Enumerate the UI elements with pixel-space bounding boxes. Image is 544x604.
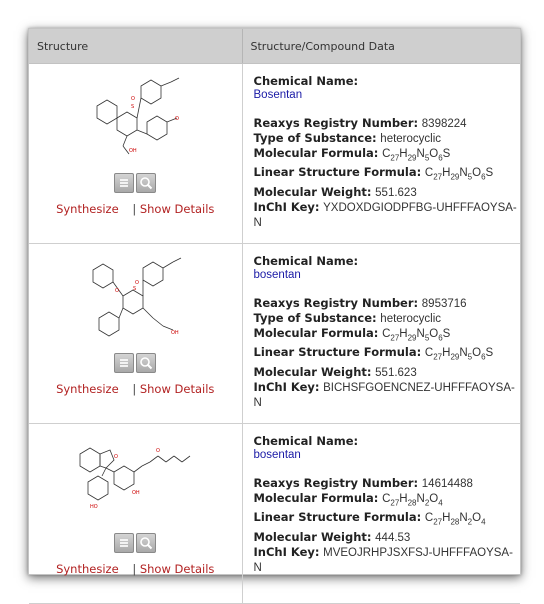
substance-type-line: Type of Substance: heterocyclic <box>253 311 442 325</box>
synthesize-link[interactable]: Synthesize <box>56 562 119 576</box>
molecular-formula-line: Molecular Formula: $C_{27}H_{29}N_5O_6S$ <box>253 146 451 163</box>
linear-formula-line: Linear Structure Formula: $C_{27}H_{29}N_5O_6S$ <box>253 345 494 362</box>
magnify-icon[interactable] <box>136 353 156 373</box>
list-view-icon[interactable] <box>114 173 134 193</box>
linear-formula: $C_{27}H_{28}N_2O_4$ <box>424 512 486 527</box>
results-panel <box>28 28 521 575</box>
table-row <box>29 244 520 424</box>
link-separator: | <box>132 562 137 576</box>
linear-formula: $C_{27}H_{29}N_5O_6S$ <box>424 347 494 362</box>
molecular-formula-line: Molecular Formula: $C_{27}H_{28}N_2O_4$ <box>253 491 443 508</box>
link-separator: | <box>132 382 137 396</box>
substance-type: heterocyclic <box>380 133 442 145</box>
registry-number: 8398224 <box>421 118 467 130</box>
svg-text:O: O <box>156 448 161 454</box>
structure-drawing[interactable] <box>70 436 200 528</box>
chemical-name-link[interactable]: Bosentan <box>253 89 303 101</box>
svg-text:OH: OH <box>132 490 140 496</box>
inchi-key-line: InChI Key: BICHSFGOENCNEZ-UHFFFAOYSA-N <box>253 379 515 409</box>
structure-links <box>29 562 242 576</box>
structure-links <box>29 382 242 396</box>
molecular-weight: 444.53 <box>375 531 411 544</box>
svg-text:O: O <box>175 116 180 122</box>
structure-drawing[interactable] <box>79 256 191 348</box>
substance-type: heterocyclic <box>380 313 442 325</box>
svg-text:S: S <box>131 104 135 110</box>
molecular-formula: $C_{27}H_{28}N_2O_4$ <box>382 493 443 508</box>
inchi-key: MVEOJRHPJSXFSJ-UHFFFAOYSA-N <box>253 546 513 574</box>
table-row <box>29 424 520 604</box>
chemical-name-label: Chemical Name: <box>253 74 359 88</box>
svg-text:O: O <box>135 280 140 286</box>
svg-text:HO: HO <box>90 504 98 510</box>
compound-data-cell <box>242 424 520 604</box>
inchi-key-line: InChI Key: YXDOXDGIODPFBG-UHFFFAOYSA-N <box>253 199 517 229</box>
magnify-icon[interactable] <box>136 533 156 553</box>
registry-number-line: Reaxys Registry Number: 8398224 <box>253 116 467 130</box>
svg-text:O: O <box>114 454 119 460</box>
list-view-icon[interactable] <box>114 533 134 553</box>
molecular-weight-line: Molecular Weight: 444.53 <box>253 529 411 544</box>
svg-text:OH: OH <box>129 148 137 154</box>
show-details-link[interactable]: Show Details <box>139 202 215 216</box>
inchi-key: BICHSFGOENCNEZ-UHFFFAOYSA-N <box>253 381 515 409</box>
chemical-name-label: Chemical Name: <box>253 434 359 448</box>
synthesize-link[interactable]: Synthesize <box>56 382 119 396</box>
structure-toolbar <box>29 172 242 192</box>
column-header-compound-data[interactable]: Structure/Compound Data <box>242 29 520 64</box>
show-details-link[interactable]: Show Details <box>139 382 215 396</box>
link-separator: | <box>132 202 137 216</box>
compound-data-cell <box>242 244 520 424</box>
chemical-name-label: Chemical Name: <box>253 254 359 268</box>
synthesize-link[interactable]: Synthesize <box>56 202 119 216</box>
molecular-weight: 551.623 <box>375 186 417 199</box>
compound-data-cell <box>242 64 520 244</box>
molecular-weight-line: Molecular Weight: 551.623 <box>253 364 417 379</box>
chemical-name-link[interactable]: bosentan <box>253 269 301 281</box>
registry-number-line: Reaxys Registry Number: 8953716 <box>253 296 467 310</box>
molecular-formula: $C_{27}H_{29}N_5O_6S$ <box>382 328 451 343</box>
table-row <box>29 64 520 244</box>
structure-cell <box>29 64 242 244</box>
list-view-icon[interactable] <box>114 353 134 373</box>
linear-formula-line: Linear Structure Formula: $C_{27}H_{28}N_2O_4$ <box>253 510 486 527</box>
structure-links <box>29 202 242 216</box>
structure-toolbar <box>29 352 242 372</box>
linear-formula-line: Linear Structure Formula: $C_{27}H_{29}N_5O_6S$ <box>253 165 494 182</box>
linear-formula: $C_{27}H_{29}N_5O_6S$ <box>424 167 494 182</box>
molecular-weight: 551.623 <box>375 366 417 379</box>
substance-type-line: Type of Substance: heterocyclic <box>253 131 442 145</box>
inchi-key: YXDOXDGIODPFBG-UHFFFAOYSA-N <box>253 201 517 229</box>
svg-text:O: O <box>131 96 136 102</box>
registry-number: 8953716 <box>421 298 467 310</box>
svg-text:OH: OH <box>171 330 179 336</box>
table-header <box>29 29 520 64</box>
structure-cell <box>29 244 242 424</box>
structure-drawing[interactable] <box>79 76 191 168</box>
registry-number-line: Reaxys Registry Number: 14614488 <box>253 476 473 490</box>
inchi-key-line: InChI Key: MVEOJRHPJSXFSJ-UHFFFAOYSA-N <box>253 544 513 574</box>
molecular-weight-line: Molecular Weight: 551.623 <box>253 184 417 199</box>
chemical-name-link[interactable]: bosentan <box>253 449 301 461</box>
registry-number: 14614488 <box>421 478 473 490</box>
magnify-icon[interactable] <box>136 173 156 193</box>
results-table <box>29 29 520 604</box>
column-header-structure[interactable]: Structure <box>29 29 242 64</box>
molecular-formula: $C_{27}H_{29}N_5O_6S$ <box>382 148 451 163</box>
molecular-formula-line: Molecular Formula: $C_{27}H_{29}N_5O_6S$ <box>253 326 451 343</box>
svg-text:S: S <box>133 286 137 292</box>
structure-toolbar <box>29 532 242 552</box>
show-details-link[interactable]: Show Details <box>139 562 215 576</box>
structure-cell <box>29 424 242 604</box>
svg-text:O: O <box>115 288 120 294</box>
